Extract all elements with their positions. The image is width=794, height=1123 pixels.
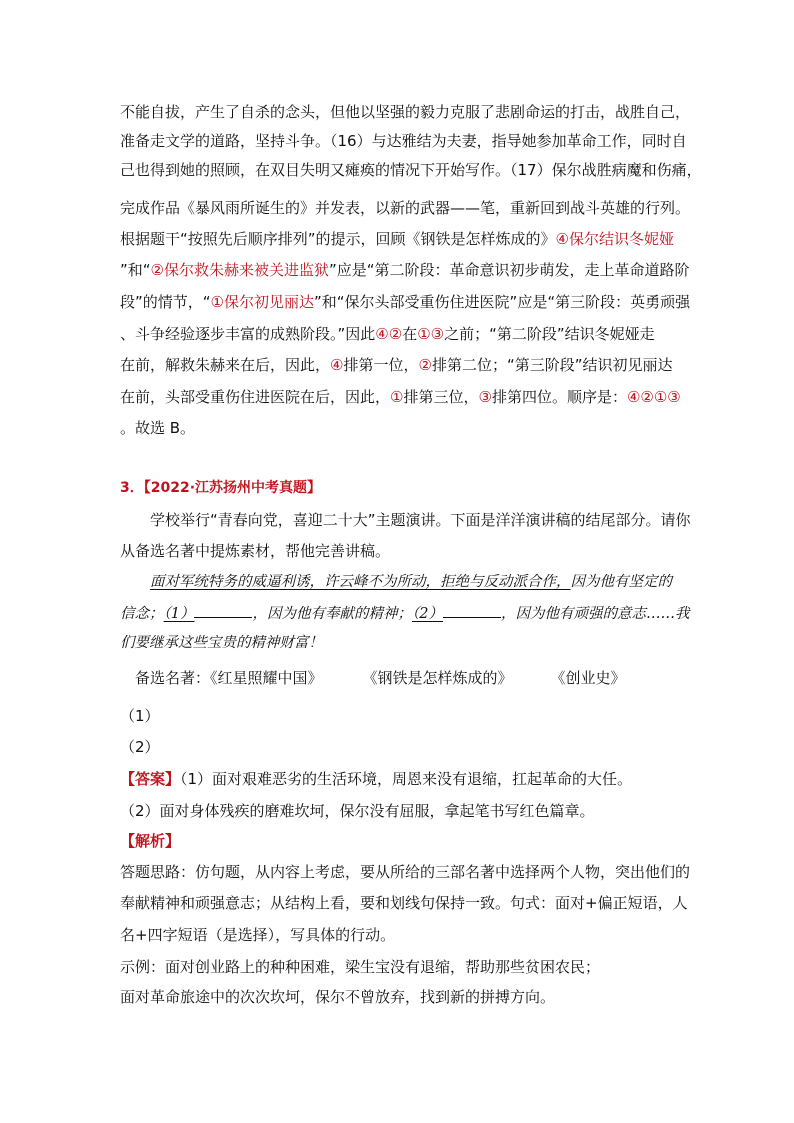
blank-1-label: （1）	[163, 606, 195, 622]
question-number: 3．	[120, 480, 144, 496]
circled-text: ①保尔初见丽达	[210, 293, 314, 311]
text: 在前，解救朱赫来在后，因此，	[120, 356, 331, 374]
text: 段”的情节，“	[120, 293, 211, 311]
question-stem-2	[120, 541, 390, 561]
text: 奉献精神和顽强意志；从结构上看，要和划线句保持一致。句式：面对+偏正短语，人	[120, 894, 688, 912]
blank-2[interactable]	[443, 603, 501, 618]
text: （1）面对艰难恶劣的生活环境，周恩来没有退缩，扛起革命的大任。	[180, 770, 633, 788]
circled-text: ④②	[375, 325, 403, 343]
item-2	[120, 737, 160, 757]
question-header	[120, 478, 321, 498]
book-2: 《钢铁是怎样炼成的》	[362, 669, 513, 687]
circled-text: ③	[478, 388, 492, 406]
blank-1[interactable]	[194, 603, 252, 618]
text: 不能自拔，产生了自杀的念头，但他以坚强的毅力克服了悲剧命运的打击，战胜自己，	[120, 103, 691, 121]
item-1	[120, 706, 160, 726]
explain-line-3	[120, 925, 395, 945]
analysis-line-10	[120, 387, 681, 407]
speech-line-1	[150, 572, 672, 592]
text: 学校举行“青春向党，喜迎二十大”主题演讲。下面是洋洋演讲稿的结尾部分。请你	[150, 511, 691, 529]
circled-text: ④	[330, 356, 344, 374]
circled-text: ④保尔结识冬妮娅	[555, 230, 674, 248]
blank-2-label: （2）	[411, 606, 443, 622]
underlined-sentence: 面对军统特务的威逼利诱，许云峰不为所动，拒绝与反动派合作，	[150, 574, 571, 590]
text: （17）保尔战胜病魔和伤痛，	[510, 161, 702, 179]
text: ，因为他有顽强的意志……我	[500, 606, 690, 622]
text: （1）	[120, 707, 160, 725]
text: 信念；	[120, 606, 164, 622]
answer-label: 【答案】	[120, 770, 181, 788]
speech-line-2	[120, 603, 689, 624]
books-label: 备选名著：	[135, 669, 211, 687]
question-source: 【2022·江苏扬州中考真题】	[143, 480, 322, 496]
text: 答题思路：仿句题，从内容上考虑，要从所给的三部名著中选择两个人物，突出他们的	[120, 863, 691, 881]
text: 面对革命旅途中的次次坎坷，保尔不曾放弃，找到新的拼搏方向。	[120, 988, 556, 1006]
books-row	[135, 668, 626, 688]
analysis-line-2	[120, 131, 687, 151]
analysis-line-4	[120, 198, 690, 218]
explain-line-5	[120, 987, 555, 1007]
speech-line-3	[120, 633, 323, 653]
book-1: 《红星照耀中国》	[210, 669, 323, 687]
explain-line-2	[120, 893, 688, 913]
explain-label	[120, 831, 180, 851]
text: 己也得到她的照顾，在双目失明又瘫痪的情况下开始写作。	[120, 161, 511, 179]
circled-text: ①	[390, 388, 404, 406]
text: 排第一位，	[343, 356, 419, 374]
answer-line-2	[120, 801, 595, 821]
text: 名+四字短语（是选择），写具体的行动。	[120, 926, 396, 944]
text: 之前；“第二阶段”结识冬妮娅走	[444, 325, 655, 343]
text: 在	[402, 325, 418, 343]
analysis-line-8	[120, 324, 655, 344]
text: 、斗争经验逐步丰富的成熟阶段。”因此	[120, 325, 376, 343]
text: 根据题干“按照先后顺序排列”的提示，回顾《钢铁是怎样炼成的》	[120, 230, 556, 248]
text: （2）	[120, 738, 160, 756]
text: （2）面对身体残疾的磨难坎坷，保尔没有屈服，拿起笔书写红色篇章。	[120, 802, 595, 820]
analysis-line-7	[120, 292, 690, 312]
explain-line-1	[120, 862, 690, 882]
text: 从备选名著中提炼素材，帮他完善讲稿。	[120, 542, 391, 560]
explain-line-4	[120, 957, 600, 977]
analysis-line-1	[120, 102, 690, 122]
analysis-line-6	[120, 260, 690, 280]
book-3: 《创业史》	[550, 669, 626, 687]
circled-text: ①③	[417, 325, 445, 343]
text: 排第二位；“第三阶段”结识初见丽达	[431, 356, 673, 374]
text: 准备走文学的道路，坚持斗争。	[120, 132, 331, 150]
analysis-line-11	[120, 418, 195, 438]
text: （16）与达雅结为夫妻，指导她参加革命工作，同时自	[330, 132, 687, 150]
text: ”应是“第二阶段：革命意识初步萌发，走上革命道路阶	[329, 261, 690, 279]
text: ”和“保尔头部受重伤住进医院”应是“第三阶段：英勇顽强	[314, 293, 691, 311]
text: 完成作品《暴风雨所诞生的》并发表，以新的武器——笔，重新回到战斗英雄的行列。	[120, 199, 691, 217]
text: ，因为他有奉献的精神；	[252, 606, 412, 622]
analysis-line-9	[120, 355, 672, 375]
text: 排第四位。顺序是：	[491, 388, 627, 406]
circled-text: ②	[418, 356, 432, 374]
analysis-line-5	[120, 229, 674, 249]
text: ”和“	[120, 261, 151, 279]
text: 在前，头部受重伤住进医院在后，因此，	[120, 388, 391, 406]
text: 因为他有坚定的	[570, 574, 672, 590]
text: 排第三位，	[403, 388, 479, 406]
question-stem-1	[150, 510, 691, 530]
circled-text: ②保尔救朱赫来被关进监狱	[150, 261, 329, 279]
text: 们要继承这些宝贵的精神财富！	[120, 635, 323, 651]
answer-line-1	[120, 769, 632, 789]
text: 【解析】	[120, 832, 181, 850]
analysis-line-3	[120, 160, 702, 180]
circled-text: ④②①③	[626, 388, 681, 406]
text: 。故选 B。	[120, 419, 196, 437]
text: 示例：面对创业路上的种种困难，梁生宝没有退缩，帮助那些贫困农民；	[120, 958, 601, 976]
